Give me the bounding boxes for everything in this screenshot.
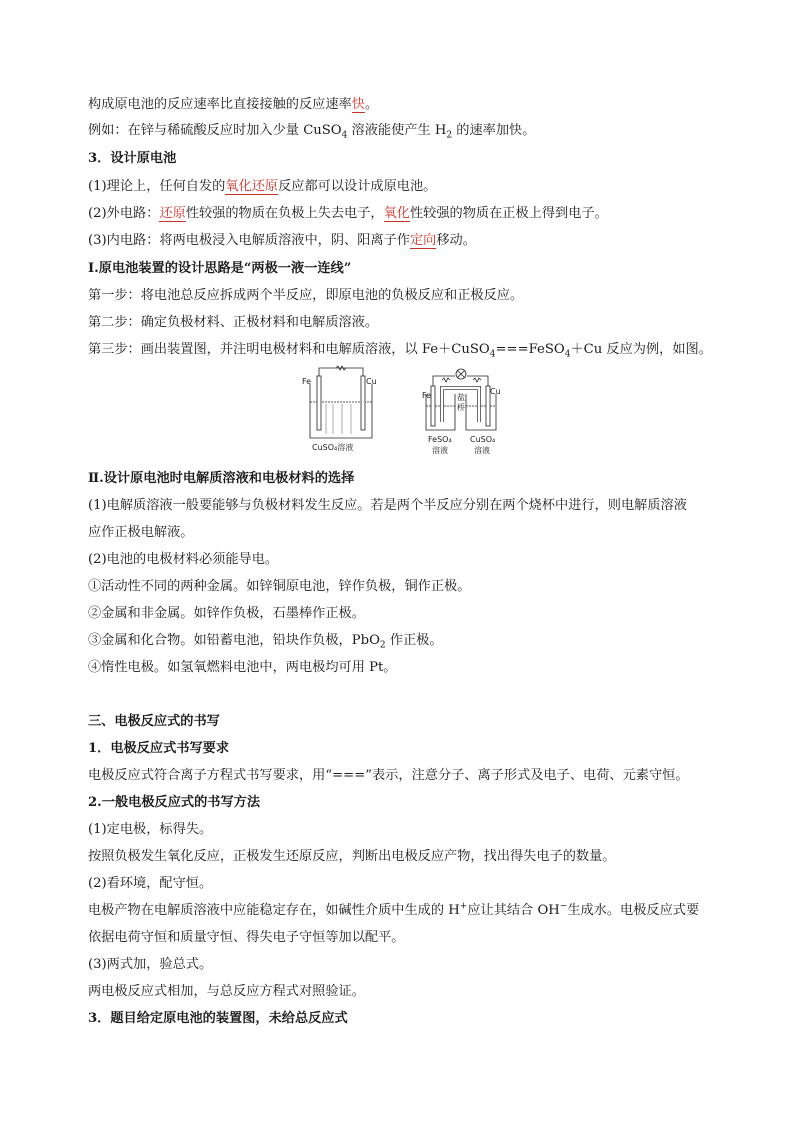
heading-electrode-equations: 三、电极反应式的书写 [88, 714, 220, 729]
answer-fast: 快 [351, 97, 365, 112]
label-salt-bridge-2: 桥 [457, 403, 465, 412]
text-line-16: ②金属和非金属。如锌作负极，石墨棒作正极。 [88, 606, 365, 621]
label-cuso4-right-solution: 溶液 [474, 446, 490, 455]
text-line-25: (2)看环境，配守恒。 [88, 876, 213, 891]
answer-reduction: 还原 [159, 206, 186, 221]
text-line-5: (2)外电路：还原性较强的物质在负极上失去电子，氧化性较强的物质在正极上得到电子。 [88, 206, 608, 221]
text-line-15: ①活动性不同的两种金属。如锌铜原电池，锌作负极，铜作正极。 [88, 579, 471, 594]
label-cu-right: Cu [490, 387, 501, 396]
galvanic-cell-diagram [290, 362, 520, 462]
text-line-13: 应作正极电解液。 [88, 525, 194, 540]
label-feso4: FeSO₄ [428, 435, 452, 444]
cu-electrode [361, 376, 365, 430]
text-line-4: (1)理论上，任何自发的氧化还原反应都可以设计成原电池。 [88, 179, 437, 194]
label-feso4-solution: 溶液 [432, 446, 448, 455]
text-line-26: 电极产物在电解质溶液中应能稳定存在，如碱性介质中生成的 H+应让其结合 OH−生成水。电极反应式要 [88, 901, 700, 918]
text-line-9: 第二步：确定负极材料、正极材料和电解质溶液。 [88, 315, 379, 330]
text-line-24: 按照负极发生氧化反应，正极发生还原反应，判断出电极反应产物，找出得失电子的数量。 [88, 849, 616, 864]
label-fe-right: Fe [422, 391, 432, 400]
text-line-2: 例如：在锌与稀硫酸反应时加入少量 CuSO$_4$ 溶液能使产生 $H_2$ 的速率加快。 [88, 123, 536, 141]
text-line-10: 第三步：画出装置图，并注明电极材料和电解质溶液，以 Fe＋CuSO$_4$===FeSO$_4$＋Cu 反应为例，如图。 [88, 342, 712, 360]
text-line-1: 构成原电池的反应速率比直接接触的反应速率快。 [88, 97, 379, 112]
single-beaker-cell [310, 366, 372, 438]
text-line-12: (1)电解质溶液一般要能够与负极材料发生反应。若是两个半反应分别在两个烧杯中进行，则电解质溶液 [88, 498, 687, 513]
heading-writing-method: 2.一般电极反应式的书写方法 [88, 795, 261, 810]
heading-given-device: 3．题目给定原电池的装置图，未给总反应式 [88, 1011, 348, 1026]
answer-redox: 氧化还原 [225, 179, 279, 194]
label-fe-left: Fe [302, 377, 312, 386]
text-line-6: (3)内电路：将两电极浸入电解质溶液中，阴、阳离子作定向移动。 [88, 233, 476, 248]
heading-design-idea: Ⅰ.原电池装置的设计思路是“两极一液一连线” [88, 261, 352, 276]
label-salt-bridge-1: 盐 [457, 393, 465, 402]
text-line-18: ④惰性电极。如氢氧燃料电池中，两电极均可用 Pt。 [88, 660, 397, 675]
answer-directional: 定向 [410, 233, 437, 248]
heading-writing-requirements: 1．电极反应式书写要求 [88, 741, 230, 756]
section-heading-3: 3．设计原电池 [88, 151, 177, 166]
text-line-14: (2)电池的电极材料必须能导电。 [88, 552, 279, 567]
text-line-29: 两电极反应式相加，与总反应方程式对照验证。 [88, 984, 365, 999]
label-cu-left: Cu [366, 377, 377, 386]
answer-oxidation: 氧化 [383, 206, 410, 221]
heading-electrolyte-selection: Ⅱ.设计原电池时电解质溶液和电极材料的选择 [88, 471, 355, 486]
text-line-8: 第一步：将电池总反应拆成两个半反应，即原电池的负极反应和正极反应。 [88, 288, 524, 303]
text-line-23: (1)定电极，标得失。 [88, 822, 213, 837]
label-cuso4-right: CuSO₄ [470, 435, 496, 444]
label-cuso4-solution: CuSO₄溶液 [312, 443, 354, 452]
text-line-17: ③金属和化合物。如铅蓄电池，铅块作负极，PbO$_2$ 作正极。 [88, 633, 443, 651]
text-line-28: (3)两式加，验总式。 [88, 957, 213, 972]
text-line-21: 电极反应式符合离子方程式书写要求，用“===”表示，注意分子、离子形式及电子、电荷、元素守恒。 [88, 768, 689, 783]
fe-electrode-right [431, 386, 435, 426]
wire-left [319, 368, 363, 376]
fe-electrode [317, 376, 321, 430]
text-line-27: 依据电荷守恒和质量守恒、得失电子守恒等加以配平。 [88, 930, 405, 945]
